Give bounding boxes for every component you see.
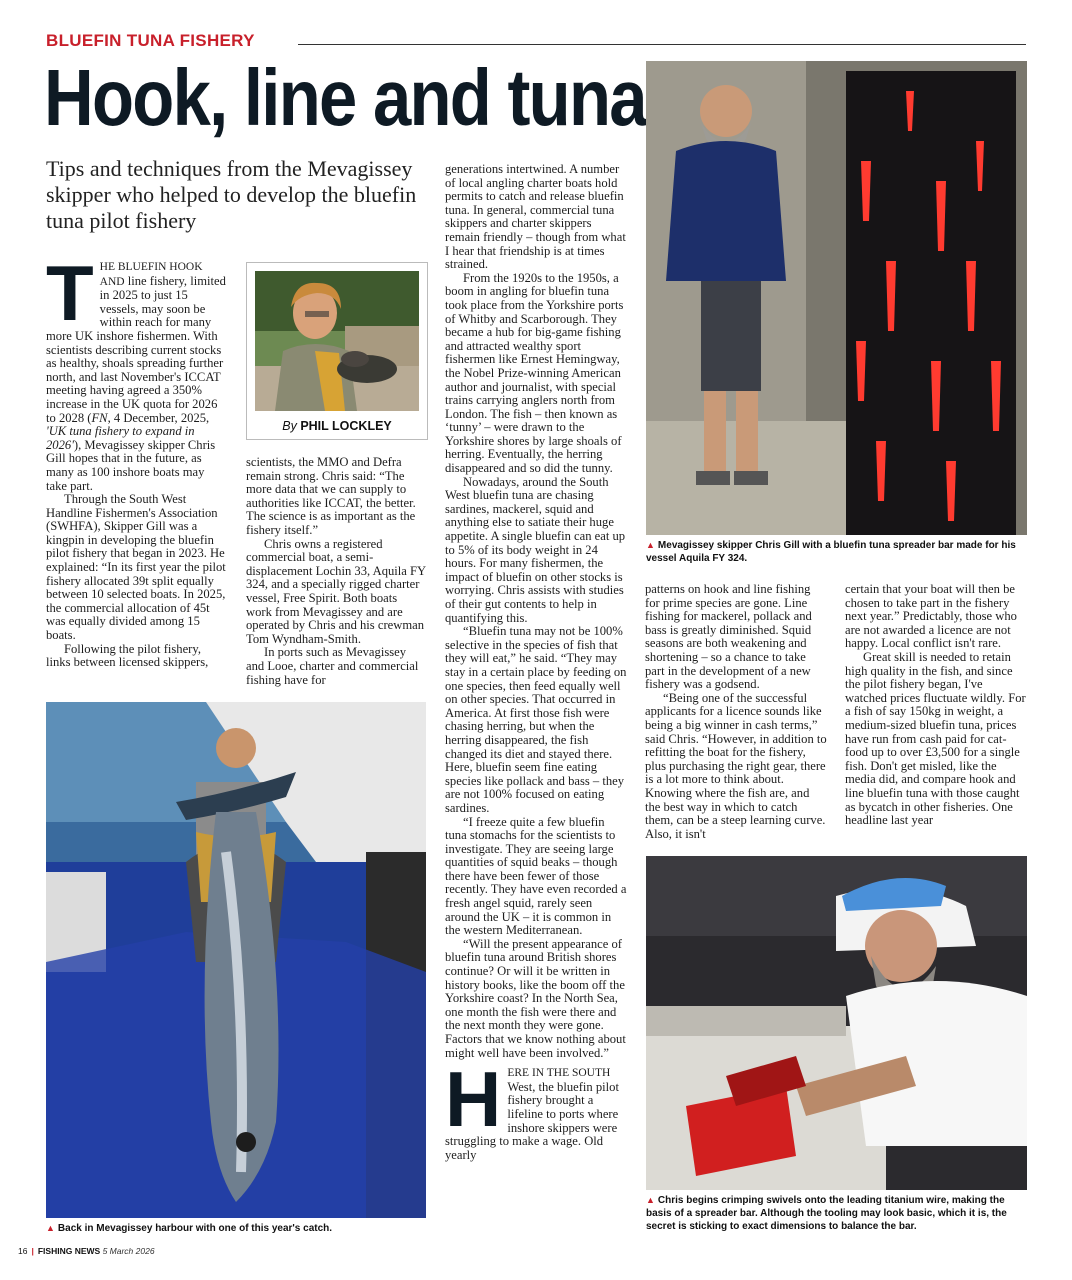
lead-in: HE BLUEFIN HOOK AND — [99, 261, 203, 288]
article-column-1 — [46, 249, 226, 670]
author-name: PHIL LOCKLEY — [300, 419, 392, 433]
spreader-bar-photo — [646, 61, 1027, 535]
paragraph: Following the pilot fishery, links between licensed skippers, — [46, 641, 209, 670]
caption-arrow-icon: ▲ — [46, 1223, 55, 1233]
drop-cap: H — [445, 1055, 502, 1144]
paragraph: In ports such as Mevagissey and Looe, charter and commercial fishing have for — [246, 645, 419, 687]
page-footer — [18, 1246, 155, 1256]
article-column-2 — [246, 456, 426, 687]
byline: By PHIL LOCKLEY — [282, 419, 392, 433]
lead-in: ERE IN THE SOUTH — [507, 1067, 611, 1080]
paragraph: certain that your boat will then be chosen to take part in the fishery next year.” Predictably, those who are not awarded a licence are not happy. Local conflict isn't rare. — [845, 582, 1017, 651]
caption-crimping: ▲ Chris begins crimping swivels onto the leading titanium wire, making the basis of a spreader bar. Although the tooling may look basic, which it is, the secret is sticking to exact dimensions to balance the bar. — [646, 1195, 1007, 1232]
paragraph: HERE IN THE SOUTH West, the bluefin pilot fishery brought a lifeline to ports where inshore skippers were struggling to make a wage. Old yearly — [445, 1055, 619, 1162]
caption-tuna-catch: ▲ Back in Mevagissey harbour with one of this year's catch. — [46, 1223, 333, 1234]
drop-cap: T — [46, 249, 94, 337]
paragraph: patterns on hook and line fishing for prime species are gone. Line fishing for mackerel, pollack and bass is greatly diminished. Squid seasons are both weakening and shortening – so a chance to take part in the development of a new fishery was a godsend. — [645, 582, 812, 692]
caption-spreader-bar: ▲ Mevagissey skipper Chris Gill with a bluefin tuna spreader bar made for his vessel Aquila FY 324. — [646, 540, 1016, 564]
portrait-photo — [255, 271, 419, 411]
paragraph: generations intertwined. A number of local angling charter boats hold permits to catch and release bluefin tuna. In general, commercial tuna skippers and charter skippers remain friendly – though from what I hear that friendship is at times strained. — [445, 162, 626, 272]
standfirst: Tips and techniques from the Mevagissey skipper who helped to develop the bluefin tuna pilot fishery — [46, 156, 417, 233]
paragraph: “Bluefin tuna may not be 100% selective in the species of fish that they will eat,” he said. “They may stay in a certain place by feeding on one species, then feed equally well on other species. That occurred in America. At first those fish were chasing herring, but when the herring disappeared, the fish changed its diet and stayed there. Here, bluefin seem fine eating species like pollack and bass – they are not 100% focused on eating sardines. — [445, 624, 627, 815]
paragraph: Through the South West Handline Fishermen's Association (SWHFA), Skipper Gill was a kingpin in developing the bluefin pilot fishery that began in 2023. He explained: “In its first year the pilot fishery allocated 39t split equally between 10 selected boats. In 2025, the commercial allocation of 45t was equally divided among 15 boats. — [46, 492, 226, 643]
page-number: 16 — [18, 1246, 28, 1256]
paragraph: Chris owns a registered commercial boat, a semi-displacement Lochin 33, Aquila FY 324, and a specially rigged charter vessel, Free Spirit. Both boats work from Mevagissey and are operated by Chris and his crewman Tom Wyndham-Smith. — [246, 536, 426, 646]
tuna-catch-photo — [46, 702, 426, 1218]
paragraph: THE BLUEFIN HOOK AND line fishery, limited in 2025 to just 15 vessels, may soon be within reach for many more UK inshore fishermen. With scientists describing current stocks as healthy, shoals spreading further north, and last November's ICCAT meeting having agreed a 350% increase in the UK quota for 2026 to 2028 (FN, 4 December, 2025, 'UK tuna fishery to expand in 2026'), Mevagissey skipper Chris Gill hopes that in the future, as many as 100 inshore boats may take part. — [46, 249, 226, 493]
caption-arrow-icon: ▲ — [646, 540, 655, 550]
paragraph: “I freeze quite a few bluefin tuna stomachs for the scientists to investigate. They are seeing large quantities of squid beaks – though there have been fewer of those recently. They have even recorded a fresh angel squid, rarely seen around the UK – it is common in the western Mediterranean. — [445, 814, 627, 938]
section-rule — [298, 44, 1026, 45]
paragraph: Nowadays, around the South West bluefin tuna are chasing sardines, mackerel, squid and anything else to satiate their huge appetite. A single bluefin can eat up to 5% of its body weight in 24 hours. For many fishermen, the impact of bluefin on other stocks is worrying. Chris assists with studies of their gut contents to help in quantifying this. — [445, 474, 626, 625]
article-column-4 — [645, 583, 827, 841]
caption-arrow-icon: ▲ — [646, 1195, 655, 1205]
crimping-photo — [646, 856, 1027, 1190]
footer-divider: | — [31, 1246, 34, 1256]
section-label: BLUEFIN TUNA FISHERY — [46, 31, 255, 50]
paragraph: Great skill is needed to retain high quality in the fish, and since the pilot fishery began, I've watched prices fluctuate wildly. For a fish of say 150kg in weight, a medium-sized bluefin tuna, prices have run from cash paid for cat-food up to over £3,500 for a single fish. Don't get misled, like the media did, and compare hook and line bluefin tuna with those caught as bycatch in other fisheries. One headline last year — [845, 649, 1026, 828]
paragraph: From the 1920s to the 1950s, a boom in angling for bluefin tuna took place from the Yorkshire ports of Whitby and Scarborough. They became a hub for big-game fishing and attracted wealthy sport fishermen like Ernest Hemingway, the Nobel Prize-winning American author and journalist, with special trains carrying anglers north from London. The fish – then known as ‘tunny’ – were drawn to the Yorkshire shores by large shoals of herring. Eventually, the herring disappeared and so did the tunny. — [445, 270, 624, 476]
byline-box — [246, 262, 428, 440]
headline: Hook, line and tuna — [44, 53, 646, 142]
article-column-3 — [445, 163, 627, 1162]
article-column-5 — [845, 583, 1027, 828]
paragraph: “Will the present appearance of bluefin tuna around British shores continue? Or will it be written in history books, like the boom off the Yorkshire coast? In the North Sea, one month the fish were there and the next month they were gone. Factors that we know nothing about might well have been involved.” — [445, 936, 626, 1060]
paragraph: “Being one of the successful applicants for a licence sounds like being a big winner in cash terms,” said Chris. “However, in addition to refitting the boat for the fishery, plus purchasing the right gear, there is a lot more to think about. Knowing where the fish are, and the best way in which to catch them, can be a steep learning curve. Also, it isn't — [645, 690, 827, 841]
paragraph: scientists, the MMO and Defra remain strong. Chris said: “The more data that we can supply to authorities like ICCAT, the better. The science is as important as the fishery itself.” — [246, 455, 416, 537]
publication-name: FISHING NEWS — [37, 1246, 101, 1256]
issue-date: 5 March 2026 — [102, 1246, 155, 1256]
